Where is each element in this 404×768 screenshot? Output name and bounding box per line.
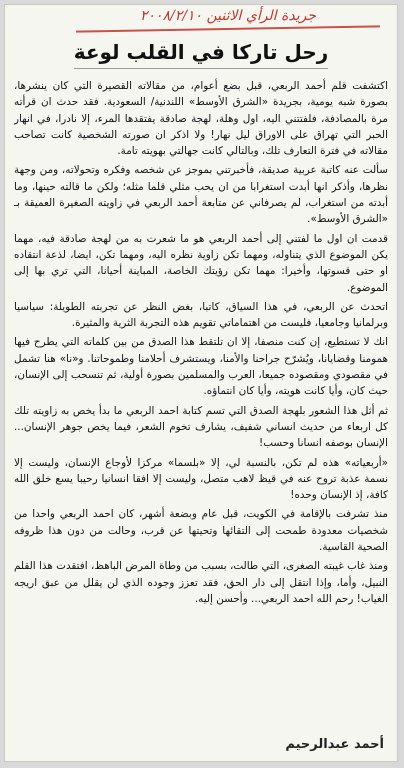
article-paragraph: اكتشفت قلم أحمد الربعي، قبل بضع أعوام، من مقالاته القصيرة التي كان ينشرها، بصورة شبه يومية، بجريدة «الشرق الأوسط» اللندنية/ السعودية. فقد حدث ان قرأته مرة بالمصادفة، فلفتتني اليه، اول وهلة، لهجة صادقة يفتقدها المرء، إلا نادرا، في انهار الحبر التي تهراق على الاوراق ليل نهار! ولا اذكر ان صورته الشخصية كانت تصاحب مقالاته في فترة التعارف تلك، وبالتالي كانت جهالتي بهويته تامة. (14, 80, 388, 158)
handwritten-note (66, 8, 390, 24)
article-paragraph: منذ تشرفت بالإقامة في الكويت، قبل عام وبضعة أشهر، كان احمد الربعي واحدا من شخصيات معدودة طمحت إلى التقائها وتحيتها عن قرب، وحالت من دون هذا ظروفه الصحية القاسية. (14, 508, 388, 554)
article-headline: رحل تاركا في القلب لوعة (73, 40, 329, 64)
handwritten-underline (76, 25, 380, 32)
handwritten-note-text: جريدة الرأي الاثنين ٢٠٠٨/٢/١٠ (140, 8, 316, 24)
article-body (14, 78, 388, 728)
article-paragraph: ثم أثل هذا الشعور بلهجة الصدق التي تسم كتابة احمد الربعي ما بدأ يخص به زاويته تلك كل اربعاء من حديث انساني شفيف، يشارف تخوم الشعر، فيما يخص جوهر الإنسان... الإنسان بوصفه انسانا وحسب! (14, 404, 388, 450)
article-paragraph: اتحدث عن الربعي، في هذا السياق، كاتبا، بغض النظر عن تجربته الطويلة: سياسيا وبرلمانيا وجامعيا، فليست من اهتماماتي تقويم هذه التجربة الثرية والمثيرة. (14, 300, 388, 330)
article-paragraph: ومنذ غاب غيبته الصغرى، التي طالت، بسبب من وطاة المرض الباهظ، افتقدت هذا القلم النبيل، وأما، وإذا انتقل إلى دار الحق، فقد تعزز وجوده الذي لن يقلل من عبق اريجه الغياب! رحم الله احمد الربعي... وأحسن إليه. (14, 560, 388, 605)
author-byline: أحمد عبدالرحيم (285, 737, 384, 752)
article-paragraph: انك لا تستطيع، إن كنت منصفا، إلا ان تلتقط هذا الصدق من بين كلماته التي يطرح فيها همومنا وقضايانا، ويُشرّح جراحنا والأمنا، ويستشرف أحلامنا وطموحاتنا. و«نا» هنا تشمل في مقصودي ومقصوده جميعا، العرب والمسلمين بصورة أولية، ثم تنسحب إلى الإنسان، حيث كان، وأيا كانت هويته، وأيا كان انتماؤه. (14, 336, 388, 398)
headline-divider (74, 68, 328, 69)
article-paragraph: قدمت ان اول ما لفتني إلى أحمد الربعي هو ما شعرت به من لهجة صادقة فيه، مهما يكن الموضوع الذي يتناوله، ومهما تكن زاوية نظره اليه، ومهما تكن، ايضا، لذعة انتقاده او حتى قسوتها، وأخيرا: مهما تكن رؤيتك الخاصة، المباينة أحيانا، التي تري بها إلى الموضوع. (14, 232, 388, 294)
article-paragraph: سألت عنه كاتبة عربية صديقة، فأخبرتني بموجز عن شخصه وفكره وتحولاته، ومن وجهة نظرها، وأذكر انها أبدت استغرابا من ان يحب مثلي قلما مثله؛ ولكن ما قالته حينها، وما أبدته من استغراب، لم يصرفاني عن متابعة أحمد الربعي في زاويته الصغيرة العميقة بـ «الشرق الأوسط». (14, 164, 388, 226)
newspaper-clipping (4, 4, 398, 762)
article-paragraph: «أربعياته» هذه لم تكن، بالنسبة لي، إلا «بلسما» مركزا لأوجاع الإنسان، وليست إلا نسمة عذبة تروح عنه في قيظ لاهب متصل، وليست إلا افقا انسانيا رحيبا يسع خلق الله كافة، إذ الإنسان وحده! (14, 456, 388, 502)
